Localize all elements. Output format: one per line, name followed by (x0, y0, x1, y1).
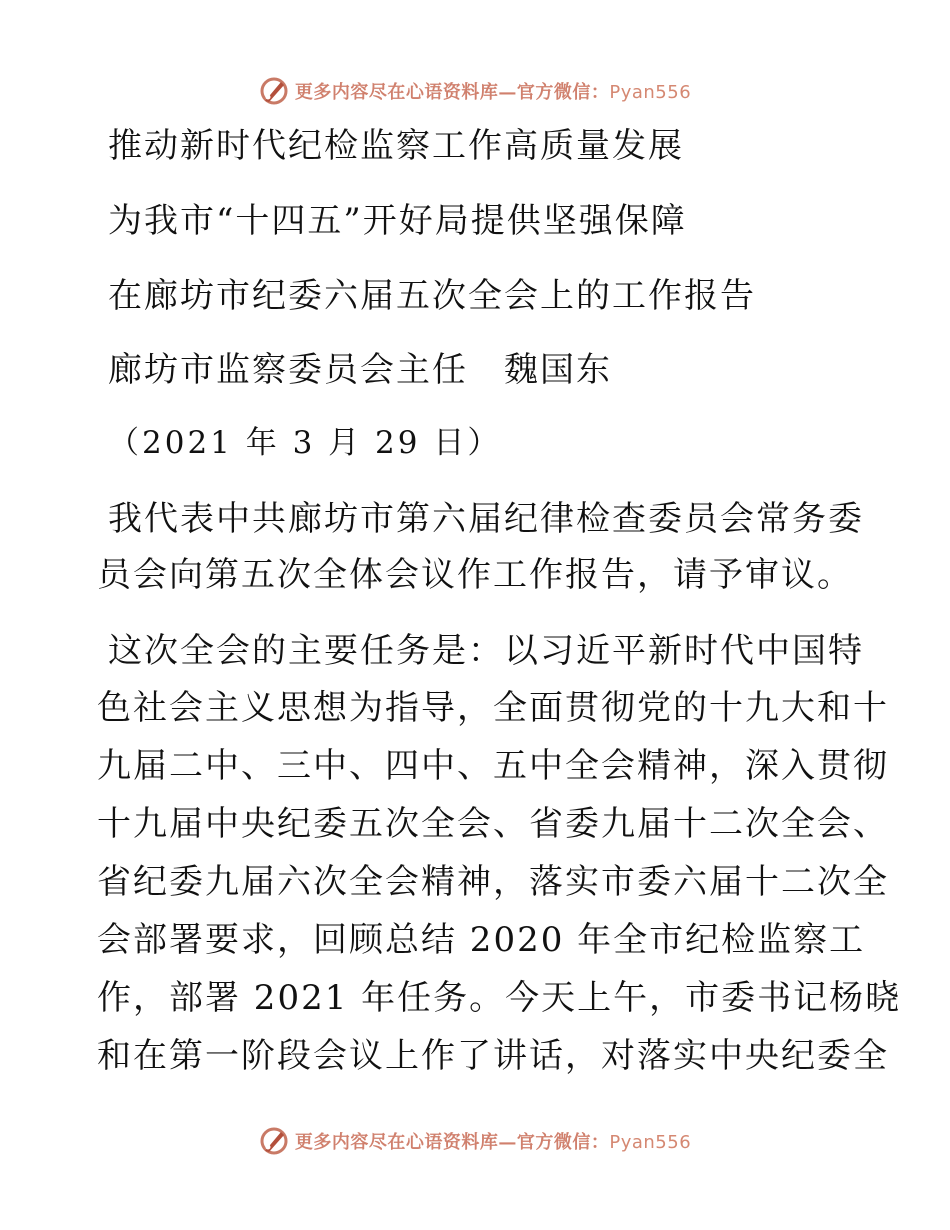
wechat-id: Pyan556 (609, 82, 692, 103)
paragraph-1-line-2: 员会向第五次全体会议作工作报告，请予审议。 (97, 555, 853, 595)
watermark-top (0, 71, 950, 111)
quill-logo-icon (259, 1126, 289, 1156)
paragraph-1-line-1: 我代表中共廊坊市第六届纪律检查委员会常务委 (108, 499, 864, 539)
paragraph-2-line-3: 九届二中、三中、四中、五中全会精神，深入贯彻 (97, 746, 889, 786)
paragraph-2-line-6: 会部署要求，回顾总结 2020 年全市纪检监察工 (97, 920, 866, 960)
watermark-text: 更多内容尽在心语资料库—官方微信：Pyan556 (294, 82, 692, 103)
author-line: 廊坊市监察委员会主任 魏国东 (108, 350, 612, 390)
title-line-2: 为我市“十四五”开好局提供坚强保障 (108, 201, 687, 241)
paragraph-2-line-2: 色社会主义思想为指导，全面贯彻党的十九大和十 (97, 688, 889, 728)
wechat-id: Pyan556 (609, 1132, 692, 1153)
paragraph-2-line-1: 这次全会的主要任务是：以习近平新时代中国特 (108, 631, 864, 671)
report-subtitle: 在廊坊市纪委六届五次全会上的工作报告 (108, 276, 756, 316)
watermark-text: 更多内容尽在心语资料库—官方微信：Pyan556 (294, 1132, 692, 1153)
report-date: （2021 年 3 月 29 日） (108, 425, 502, 461)
paragraph-2-line-4: 十九届中央纪委五次全会、省委九届十二次全会、 (97, 804, 889, 844)
paragraph-2-line-5: 省纪委九届六次全会精神，落实市委六届十二次全 (97, 862, 889, 902)
paragraph-2-line-8: 和在第一阶段会议上作了讲话，对落实中央纪委全 (97, 1036, 889, 1076)
paragraph-2-line-7: 作，部署 2021 年任务。今天上午，市委书记杨晓 (97, 978, 902, 1018)
quill-logo-icon (259, 76, 289, 106)
watermark-bottom (0, 1121, 950, 1161)
title-line-1: 推动新时代纪检监察工作高质量发展 (108, 126, 684, 166)
